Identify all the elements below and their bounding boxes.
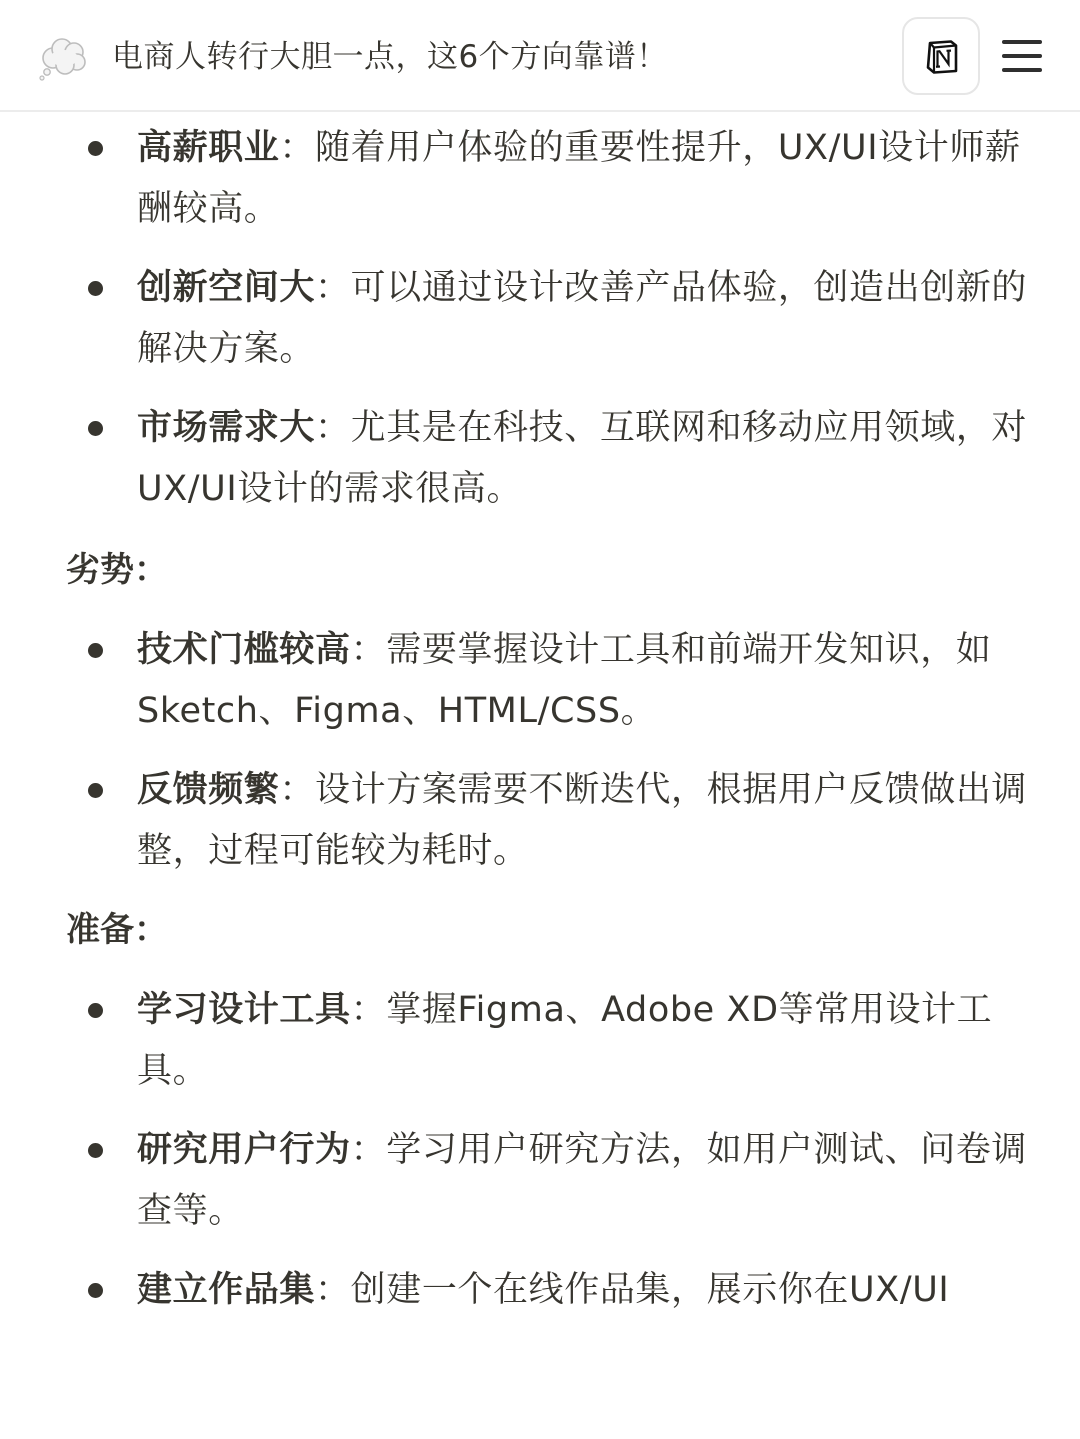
list-item-text (137, 760, 1032, 882)
item-description: 可以通过设计改善产品体验，创造出创新的解决方案。 (137, 268, 1028, 369)
list-item (0, 760, 1080, 884)
list-item (0, 1120, 1080, 1244)
item-title: 反馈频繁 (137, 770, 280, 810)
item-separator: ： (350, 630, 387, 670)
item-separator: ： (350, 990, 387, 1030)
list-item-text (137, 258, 1032, 380)
list-item (0, 118, 1080, 242)
item-description: 随着用户体验的重要性提升，UX/UI设计师薪酬较高。 (137, 128, 1021, 229)
item-title: 市场需求大 (137, 408, 316, 448)
list-item (0, 980, 1080, 1104)
item-title: 高薪职业 (137, 128, 280, 168)
bullet-point (88, 421, 103, 436)
hamburger-menu-icon[interactable] (998, 34, 1046, 78)
bullet-point (88, 1003, 103, 1018)
item-description: 需要掌握设计工具和前端开发知识，如Sketch、Figma、HTML/CSS。 (137, 630, 992, 731)
bullet-point (88, 141, 103, 156)
item-title: 建立作品集 (137, 1270, 316, 1310)
item-separator: ： (315, 408, 351, 448)
item-title: 研究用户行为 (137, 1130, 351, 1170)
list-item-text (137, 398, 1032, 520)
list-item-text (137, 1260, 1032, 1321)
item-title: 技术门槛较高 (137, 630, 351, 670)
thought-bubble-icon (36, 34, 90, 82)
section-heading-disadvantages: 劣势： (66, 550, 168, 590)
item-title: 学习设计工具 (137, 990, 351, 1030)
item-description: 尤其是在科技、互联网和移动应用领域，对UX/UI设计的需求很高。 (137, 408, 1028, 509)
page-content (0, 112, 1080, 1439)
item-separator: ： (350, 1130, 387, 1170)
bullet-point (88, 1143, 103, 1158)
item-separator: ： (315, 1270, 351, 1310)
top-bar (0, 0, 1080, 112)
item-description: 学习用户研究方法，如用户测试、问卷调查等。 (137, 1130, 1028, 1231)
list-item-text (137, 620, 1032, 742)
item-description: 创建一个在线作品集，展示你在UX/UI (350, 1270, 950, 1310)
item-separator: ： (279, 128, 316, 168)
list-item-text (137, 1120, 1032, 1242)
page-title: 电商人转行大胆一点，这6个方向靠谱！ (112, 39, 668, 75)
section-heading-preparation: 准备： (66, 910, 168, 950)
list-item-text (137, 118, 1032, 240)
bullet-point (88, 1283, 103, 1298)
bullet-point (88, 783, 103, 798)
item-separator: ： (315, 268, 351, 308)
list-item (0, 620, 1080, 744)
item-description: 设计方案需要不断迭代，根据用户反馈做出调整，过程可能较为耗时。 (137, 770, 1028, 871)
bullet-point (88, 281, 103, 296)
list-item (0, 398, 1080, 522)
notion-logo-icon (924, 39, 960, 75)
notion-button[interactable] (902, 17, 980, 95)
item-title: 创新空间大 (137, 268, 316, 308)
list-item (0, 258, 1080, 382)
item-separator: ： (279, 770, 316, 810)
bullet-point (88, 643, 103, 658)
list-item-text (137, 980, 1032, 1102)
list-item (0, 1260, 1080, 1384)
item-description: 掌握Figma、Adobe XD等常用设计工具。 (137, 990, 993, 1091)
